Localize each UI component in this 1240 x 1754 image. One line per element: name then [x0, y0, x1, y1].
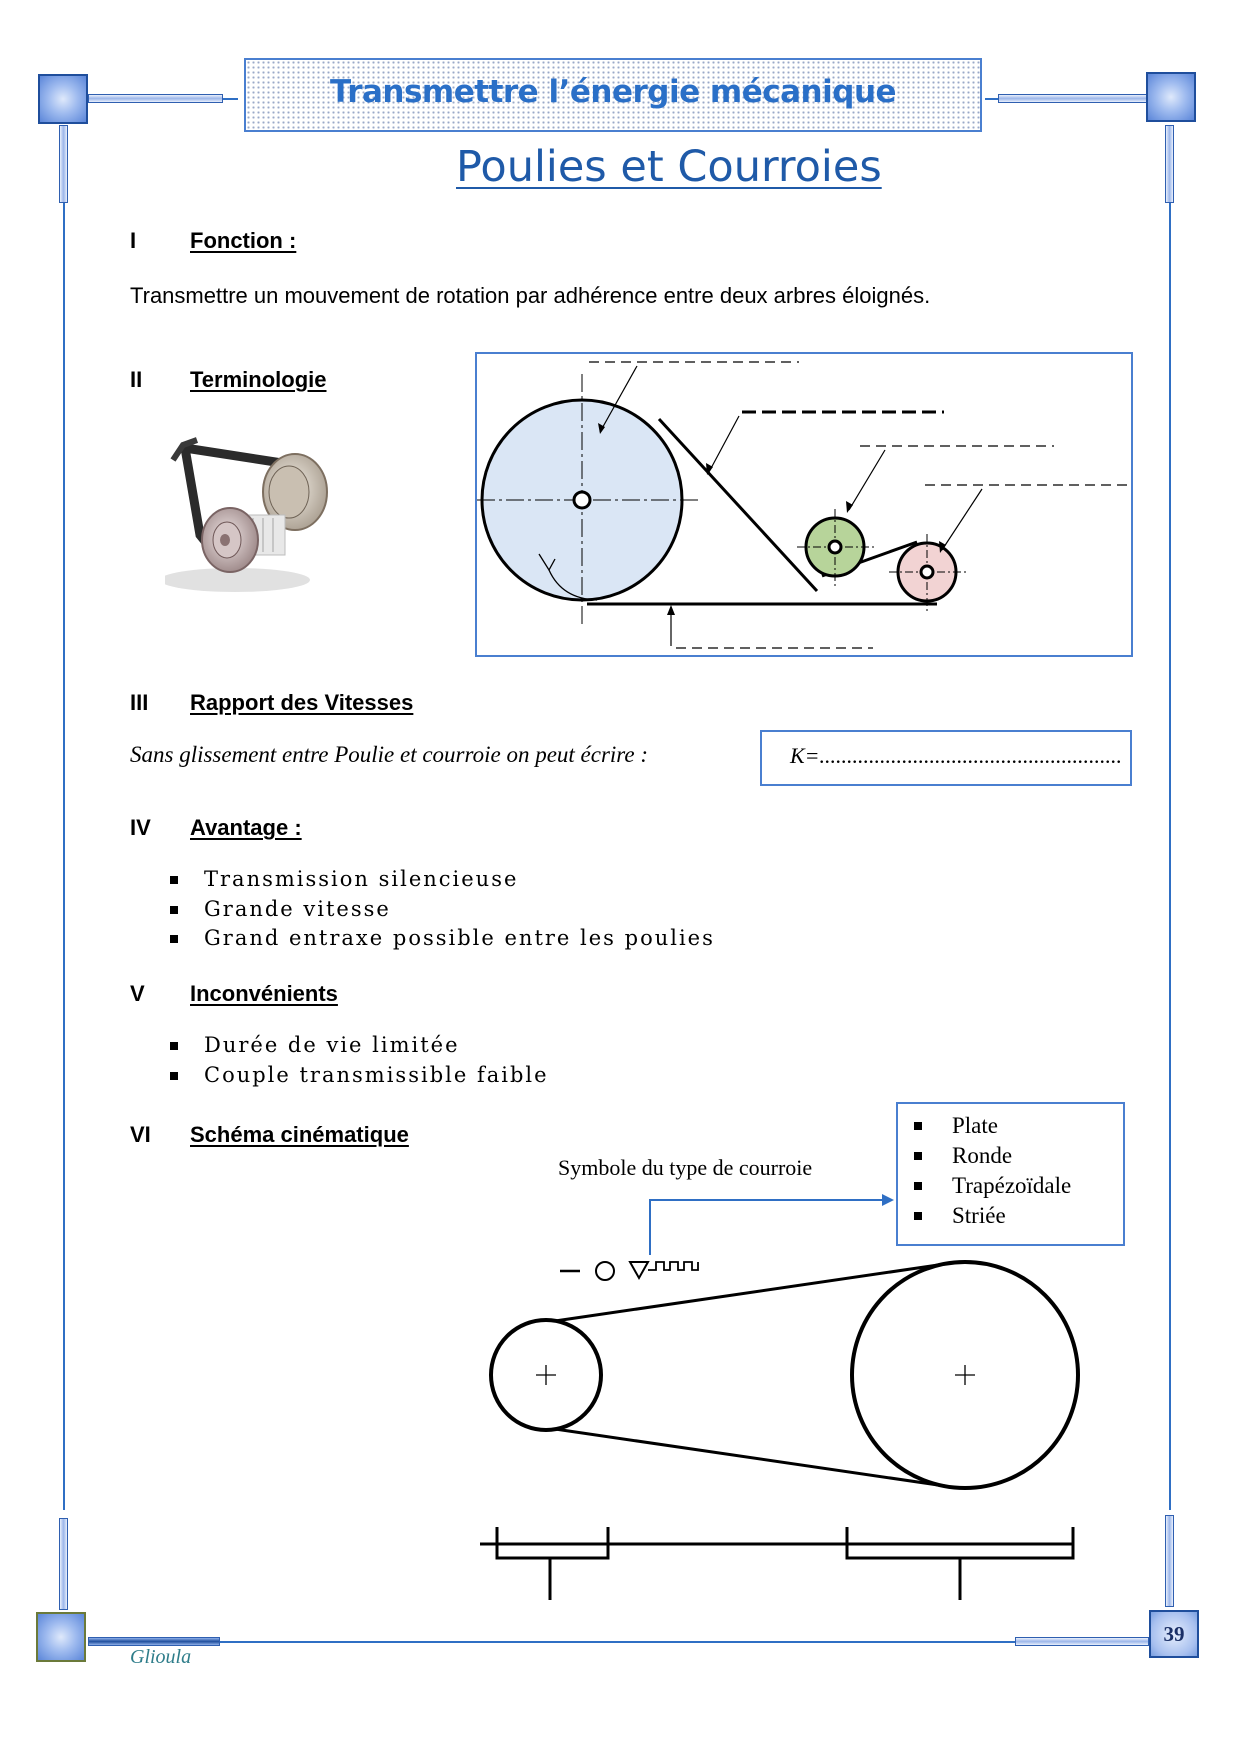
terminology-diagram-svg	[477, 354, 1131, 655]
section-5-number: V	[130, 981, 145, 1006]
bottom-left-corner-ornament	[36, 1612, 86, 1662]
list-item: Ronde	[912, 1141, 1071, 1171]
section-5-title: Inconvénients	[190, 981, 338, 1006]
section-1-title: Fonction :	[190, 228, 297, 253]
page-number: 39	[1163, 1622, 1185, 1646]
top-right-corner-ornament	[1146, 72, 1196, 122]
advantages-list	[166, 865, 715, 954]
page-title: Poulies et Courroies	[456, 142, 882, 192]
list-item: Plate	[912, 1111, 1071, 1141]
list-item: Couple transmissible faible	[166, 1061, 549, 1091]
v-belt-symbol	[630, 1262, 648, 1278]
list-item: Grand entraxe possible entre les poulies	[166, 924, 715, 954]
list-item: Trapézoïdale	[912, 1171, 1071, 1201]
terminology-diagram	[475, 352, 1133, 657]
ribbed-belt-symbol	[648, 1262, 698, 1270]
kinematic-schema	[480, 1190, 1100, 1610]
top-left-corner-ornament	[38, 74, 88, 124]
list-item: Striée	[912, 1201, 1071, 1231]
page-number-badge	[1149, 1610, 1199, 1658]
round-belt-symbol	[596, 1262, 614, 1280]
section-4-number: IV	[130, 815, 151, 840]
section-2-title: Terminologie	[190, 367, 327, 392]
section-2-number: II	[130, 367, 143, 392]
section-3-title: Rapport des Vitesses	[190, 690, 414, 715]
list-item: Transmission silencieuse	[166, 865, 715, 895]
banner-title: Transmettre l’énergie mécanique	[329, 74, 897, 110]
section-1-number: I	[130, 228, 137, 253]
list-item: Durée de vie limitée	[166, 1031, 549, 1061]
title-banner	[244, 58, 982, 132]
section-6-title: Schéma cinématique	[190, 1122, 409, 1147]
section-3-number: III	[130, 690, 149, 715]
belt-drive-illustration	[165, 430, 335, 595]
section-6-number: VI	[130, 1122, 151, 1147]
belt-symbol-label: Symbole du type de courroie	[558, 1155, 813, 1180]
section-3-text: Sans glissement entre Poulie et courroie on peut écrire :	[130, 742, 649, 767]
author-signature: Glioula	[130, 1646, 192, 1668]
disadvantages-list	[166, 1031, 549, 1090]
list-item: Grande vitesse	[166, 895, 715, 925]
speed-ratio-box	[760, 730, 1132, 786]
section-4-title: Avantage :	[190, 815, 302, 840]
section-1-text: Transmettre un mouvement de rotation par adhérence entre deux arbres éloignés.	[130, 283, 931, 308]
speed-ratio-formula: K=.......................................................	[790, 743, 1123, 768]
